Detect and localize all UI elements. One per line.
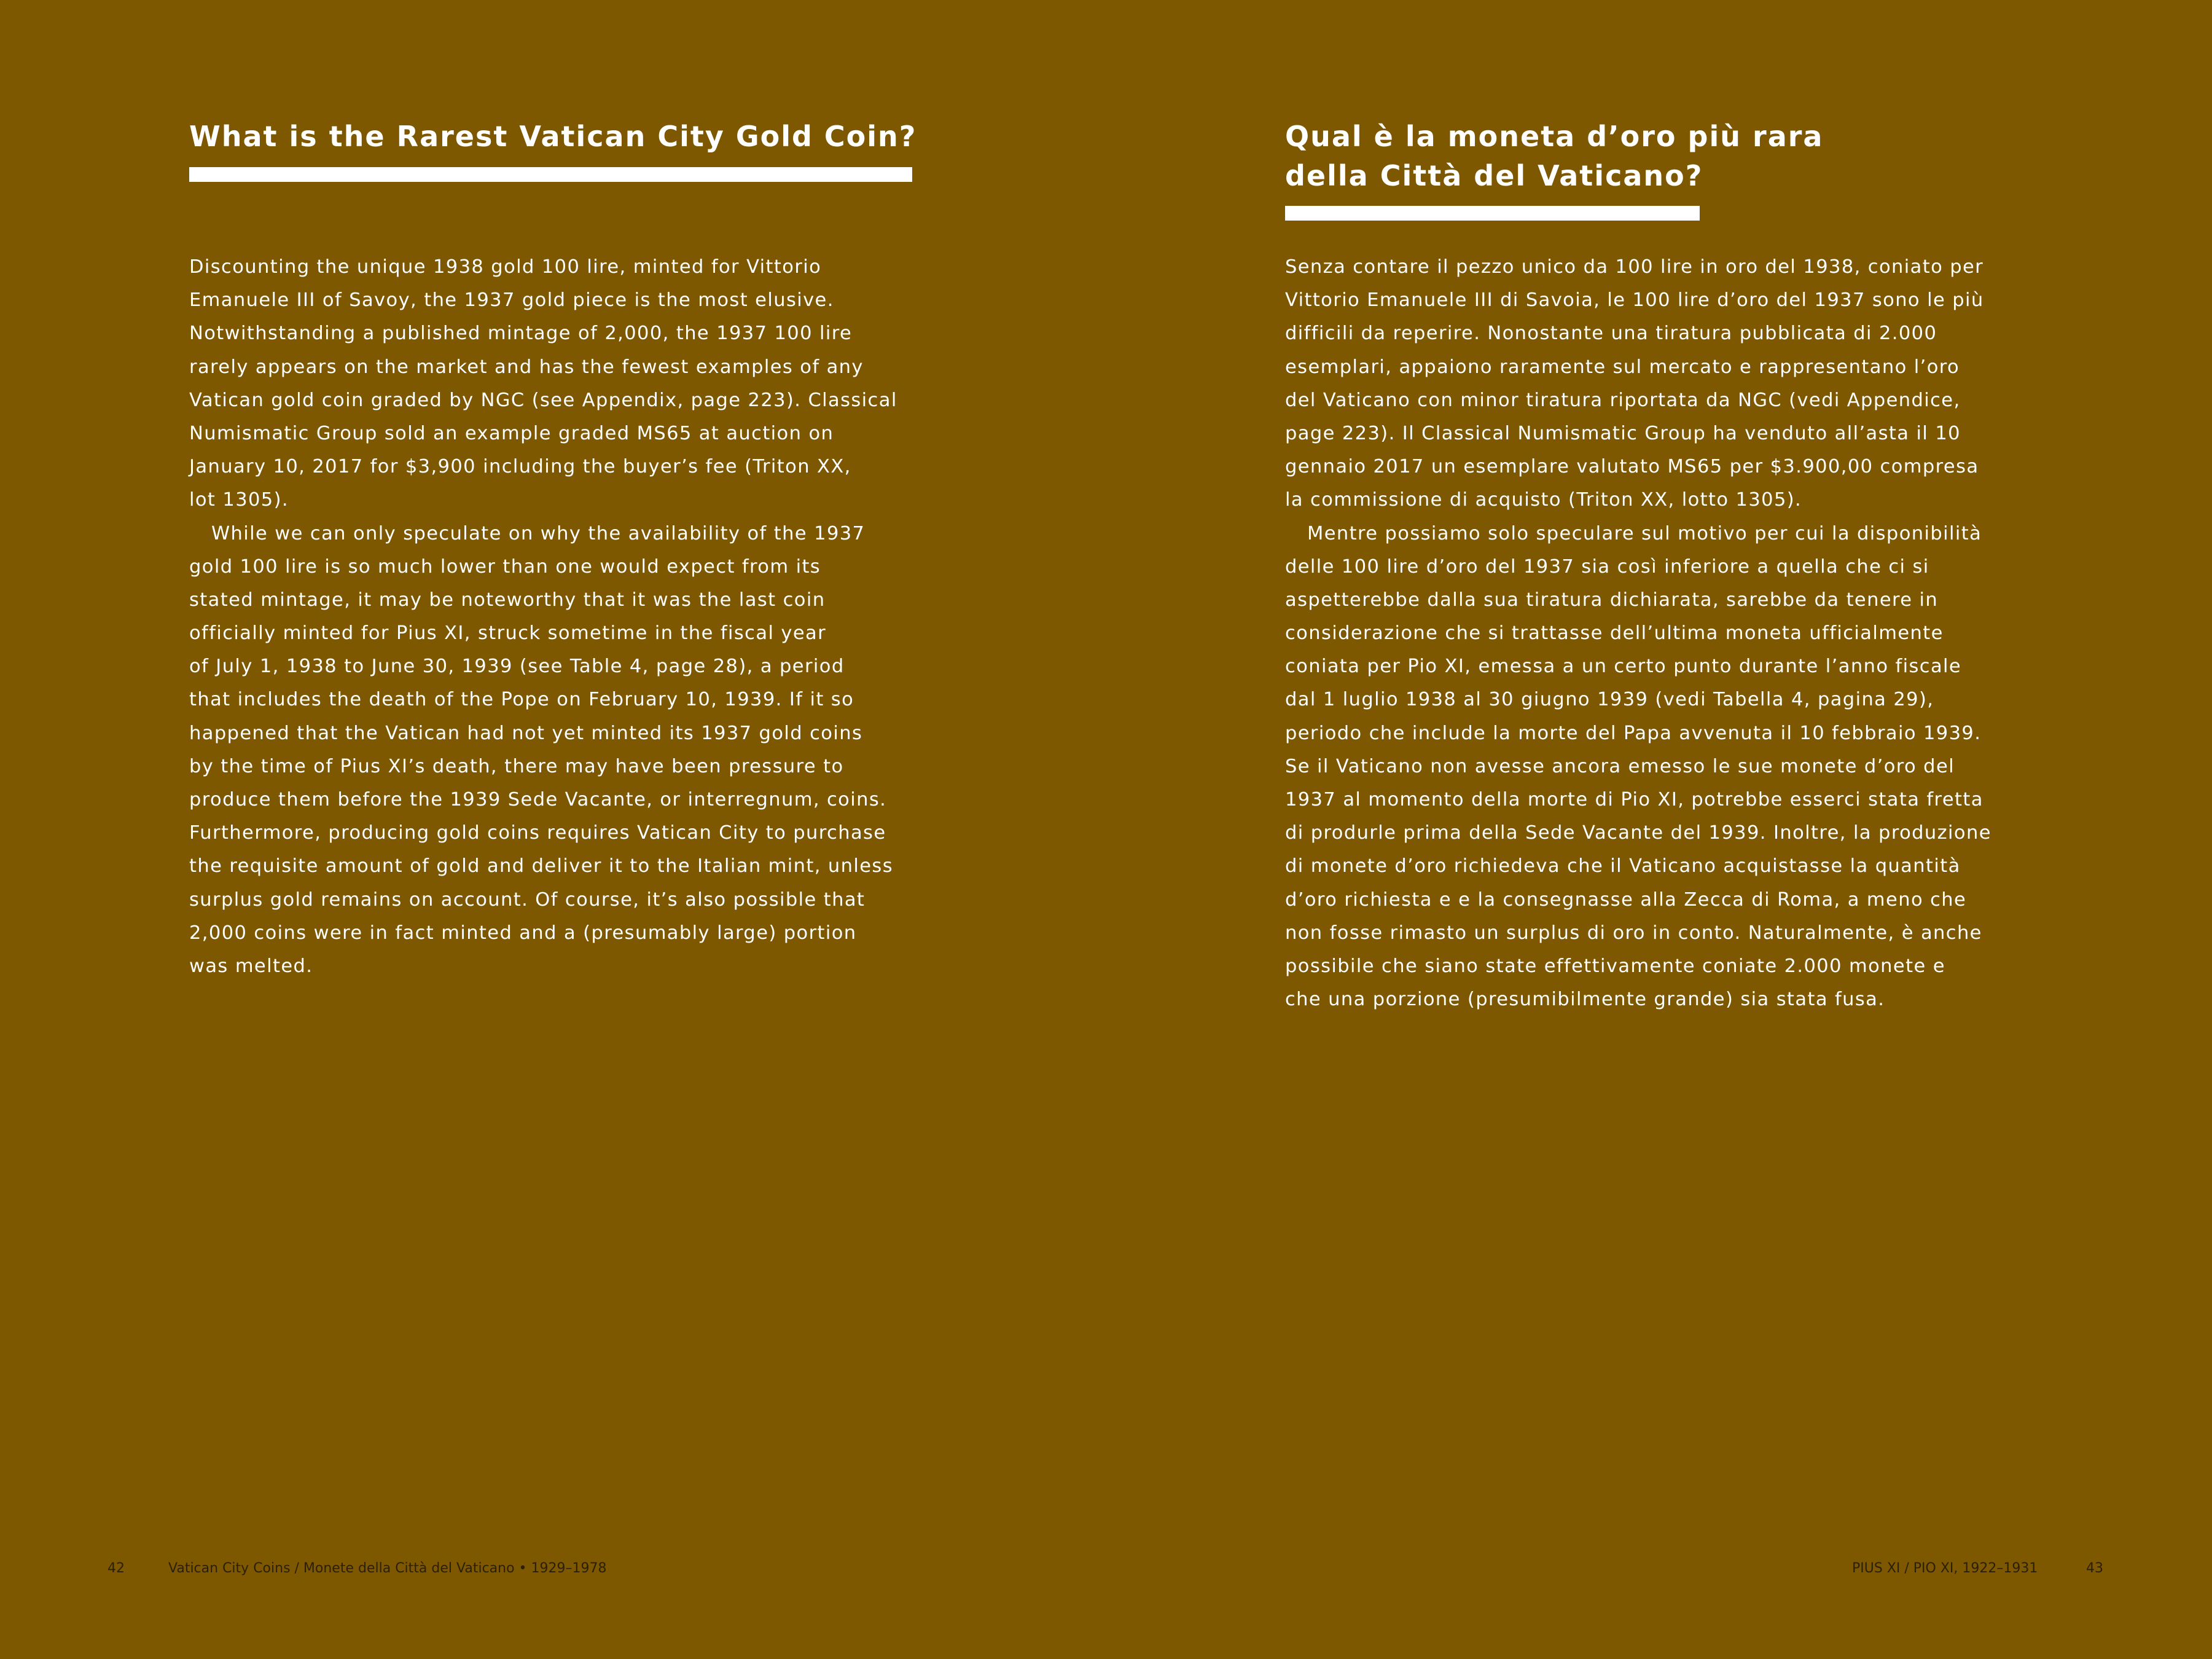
right-heading — [1285, 117, 1823, 195]
text-line: dal 1 luglio 1938 al 30 giugno 1939 (vedi Tabella 4, pagina 29), — [1285, 689, 1934, 711]
text-line: the requisite amount of gold and deliver it to the Italian mint, unless — [189, 855, 893, 877]
text-line: that includes the death of the Pope on February 10, 1939. If it so — [189, 689, 854, 711]
text-line: of July 1, 1938 to June 30, 1939 (see Table 4, page 28), a period — [189, 656, 845, 678]
right-heading-line: della Città del Vaticano? — [1285, 159, 1703, 192]
text-line: non fosse rimasto un surplus di oro in conto. Naturalmente, è anche — [1285, 922, 1982, 944]
text-line: 2,000 coins were in fact minted and a (presumably large) portion — [189, 922, 857, 944]
text-line: Furthermore, producing gold coins requires Vatican City to purchase — [189, 822, 886, 844]
text-line: Senza contare il pezzo unico da 100 lire in oro del 1938, coniato per — [1285, 256, 1984, 278]
right-body — [1285, 251, 1991, 1016]
text-line: page 223). Il Classical Numismatic Group ha venduto all’asta il 10 — [1285, 422, 1961, 444]
right-paragraph-1 — [1285, 251, 1991, 517]
text-line: Notwithstanding a published mintage of 2,000, the 1937 100 lire — [189, 323, 853, 345]
right-page-number: 43 — [2086, 1561, 2103, 1576]
text-line: di produrle prima della Sede Vacante del 1939. Inoltre, la produzione — [1285, 822, 1991, 844]
text-line: gennaio 2017 un esemplare valutato MS65 per $3.900,00 compresa — [1285, 456, 1979, 478]
text-line: gold 100 lire is so much lower than one would expect from its — [189, 555, 821, 578]
text-line: delle 100 lire d’oro del 1937 sia così inferiore a quella che ci si — [1285, 555, 1929, 578]
left-paragraph-1 — [189, 251, 897, 517]
text-line: lot 1305). — [189, 489, 289, 511]
text-line: rarely appears on the market and has the fewest examples of any — [189, 356, 864, 378]
text-line: possibile che siano state effettivamente coniate 2.000 monete e — [1285, 955, 1945, 977]
left-heading: What is the Rarest Vatican City Gold Coin? — [189, 120, 917, 153]
text-line: happened that the Vatican had not yet minted its 1937 gold coins — [189, 722, 863, 744]
right-page — [1106, 0, 2211, 1659]
text-line: While we can only speculate on why the availability of the 1937 — [211, 522, 866, 544]
text-line: Emanuele III of Savoy, the 1937 gold piece is the most elusive. — [189, 289, 834, 312]
text-line: periodo che include la morte del Papa avvenuta il 10 febbraio 1939. — [1285, 722, 1982, 744]
text-line: 1937 al momento della morte di Pio XI, potrebbe esserci stata fretta — [1285, 789, 1983, 810]
text-line: Discounting the unique 1938 gold 100 lire, minted for Vittorio — [189, 256, 822, 278]
text-line: d’oro richiesta e e la consegnasse alla Zecca di Roma, a meno che — [1285, 888, 1967, 911]
text-line: difficili da reperire. Nonostante una tiratura pubblicata di 2.000 — [1285, 323, 1937, 345]
text-line: aspetterebbe dalla sua tiratura dichiarata, sarebbe da tenere in — [1285, 589, 1939, 611]
text-line: Vatican gold coin graded by NGC (see Appendix, page 223). Classical — [189, 389, 897, 411]
text-line: officially minted for Pius XI, struck sometime in the fiscal year — [189, 622, 827, 645]
text-line: considerazione che si trattasse dell’ultima moneta ufficialmente — [1285, 622, 1944, 645]
text-line: del Vaticano con minor tiratura riportata da NGC (vedi Appendice, — [1285, 389, 1961, 411]
text-line: by the time of Pius XI’s death, there may have been pressure to — [189, 755, 844, 777]
right-heading-line: Qual è la moneta d’oro più rara — [1285, 120, 1824, 153]
left-paragraph-2 — [189, 517, 897, 984]
right-running-title: PIUS XI / PIO XI, 1922–1931 — [1852, 1561, 2038, 1576]
left-running-title: Vatican City Coins / Monete della Città del Vaticano • 1929–1978 — [168, 1561, 607, 1576]
left-heading-underline — [189, 167, 912, 182]
text-line: Numismatic Group sold an example graded MS65 at auction on — [189, 422, 834, 444]
text-line: la commissione di acquisto (Triton XX, lotto 1305). — [1285, 489, 1802, 511]
text-line: che una porzione (presumibilmente grande) sia stata fusa. — [1285, 989, 1885, 1011]
text-line: surplus gold remains on account. Of course, it’s also possible that — [189, 888, 866, 911]
left-body — [189, 251, 897, 983]
left-page-number: 42 — [107, 1561, 125, 1576]
text-line: Vittorio Emanuele III di Savoia, le 100 lire d’oro del 1937 sono le più — [1285, 289, 1984, 312]
right-paragraph-2 — [1285, 517, 1991, 1017]
text-line: di monete d’oro richiedeva che il Vaticano acquistasse la quantità — [1285, 855, 1961, 877]
text-line: January 10, 2017 for $3,900 including the buyer’s fee (Triton XX, — [189, 456, 851, 478]
text-line: Se il Vaticano non avesse ancora emesso le sue monete d’oro del — [1285, 755, 1955, 777]
text-line: esemplari, appaiono raramente sul mercato e rappresentano l’oro — [1285, 356, 1960, 378]
text-line: coniata per Pio XI, emessa a un certo punto durante l’anno fiscale — [1285, 656, 1962, 678]
right-heading-underline — [1285, 206, 1700, 221]
text-line: was melted. — [189, 955, 313, 977]
text-line: Mentre possiamo solo speculare sul motivo per cui la disponibilità — [1307, 522, 1982, 544]
text-line: produce them before the 1939 Sede Vacante, or interregnum, coins. — [189, 789, 887, 810]
text-line: stated mintage, it may be noteworthy that it was the last coin — [189, 589, 826, 611]
